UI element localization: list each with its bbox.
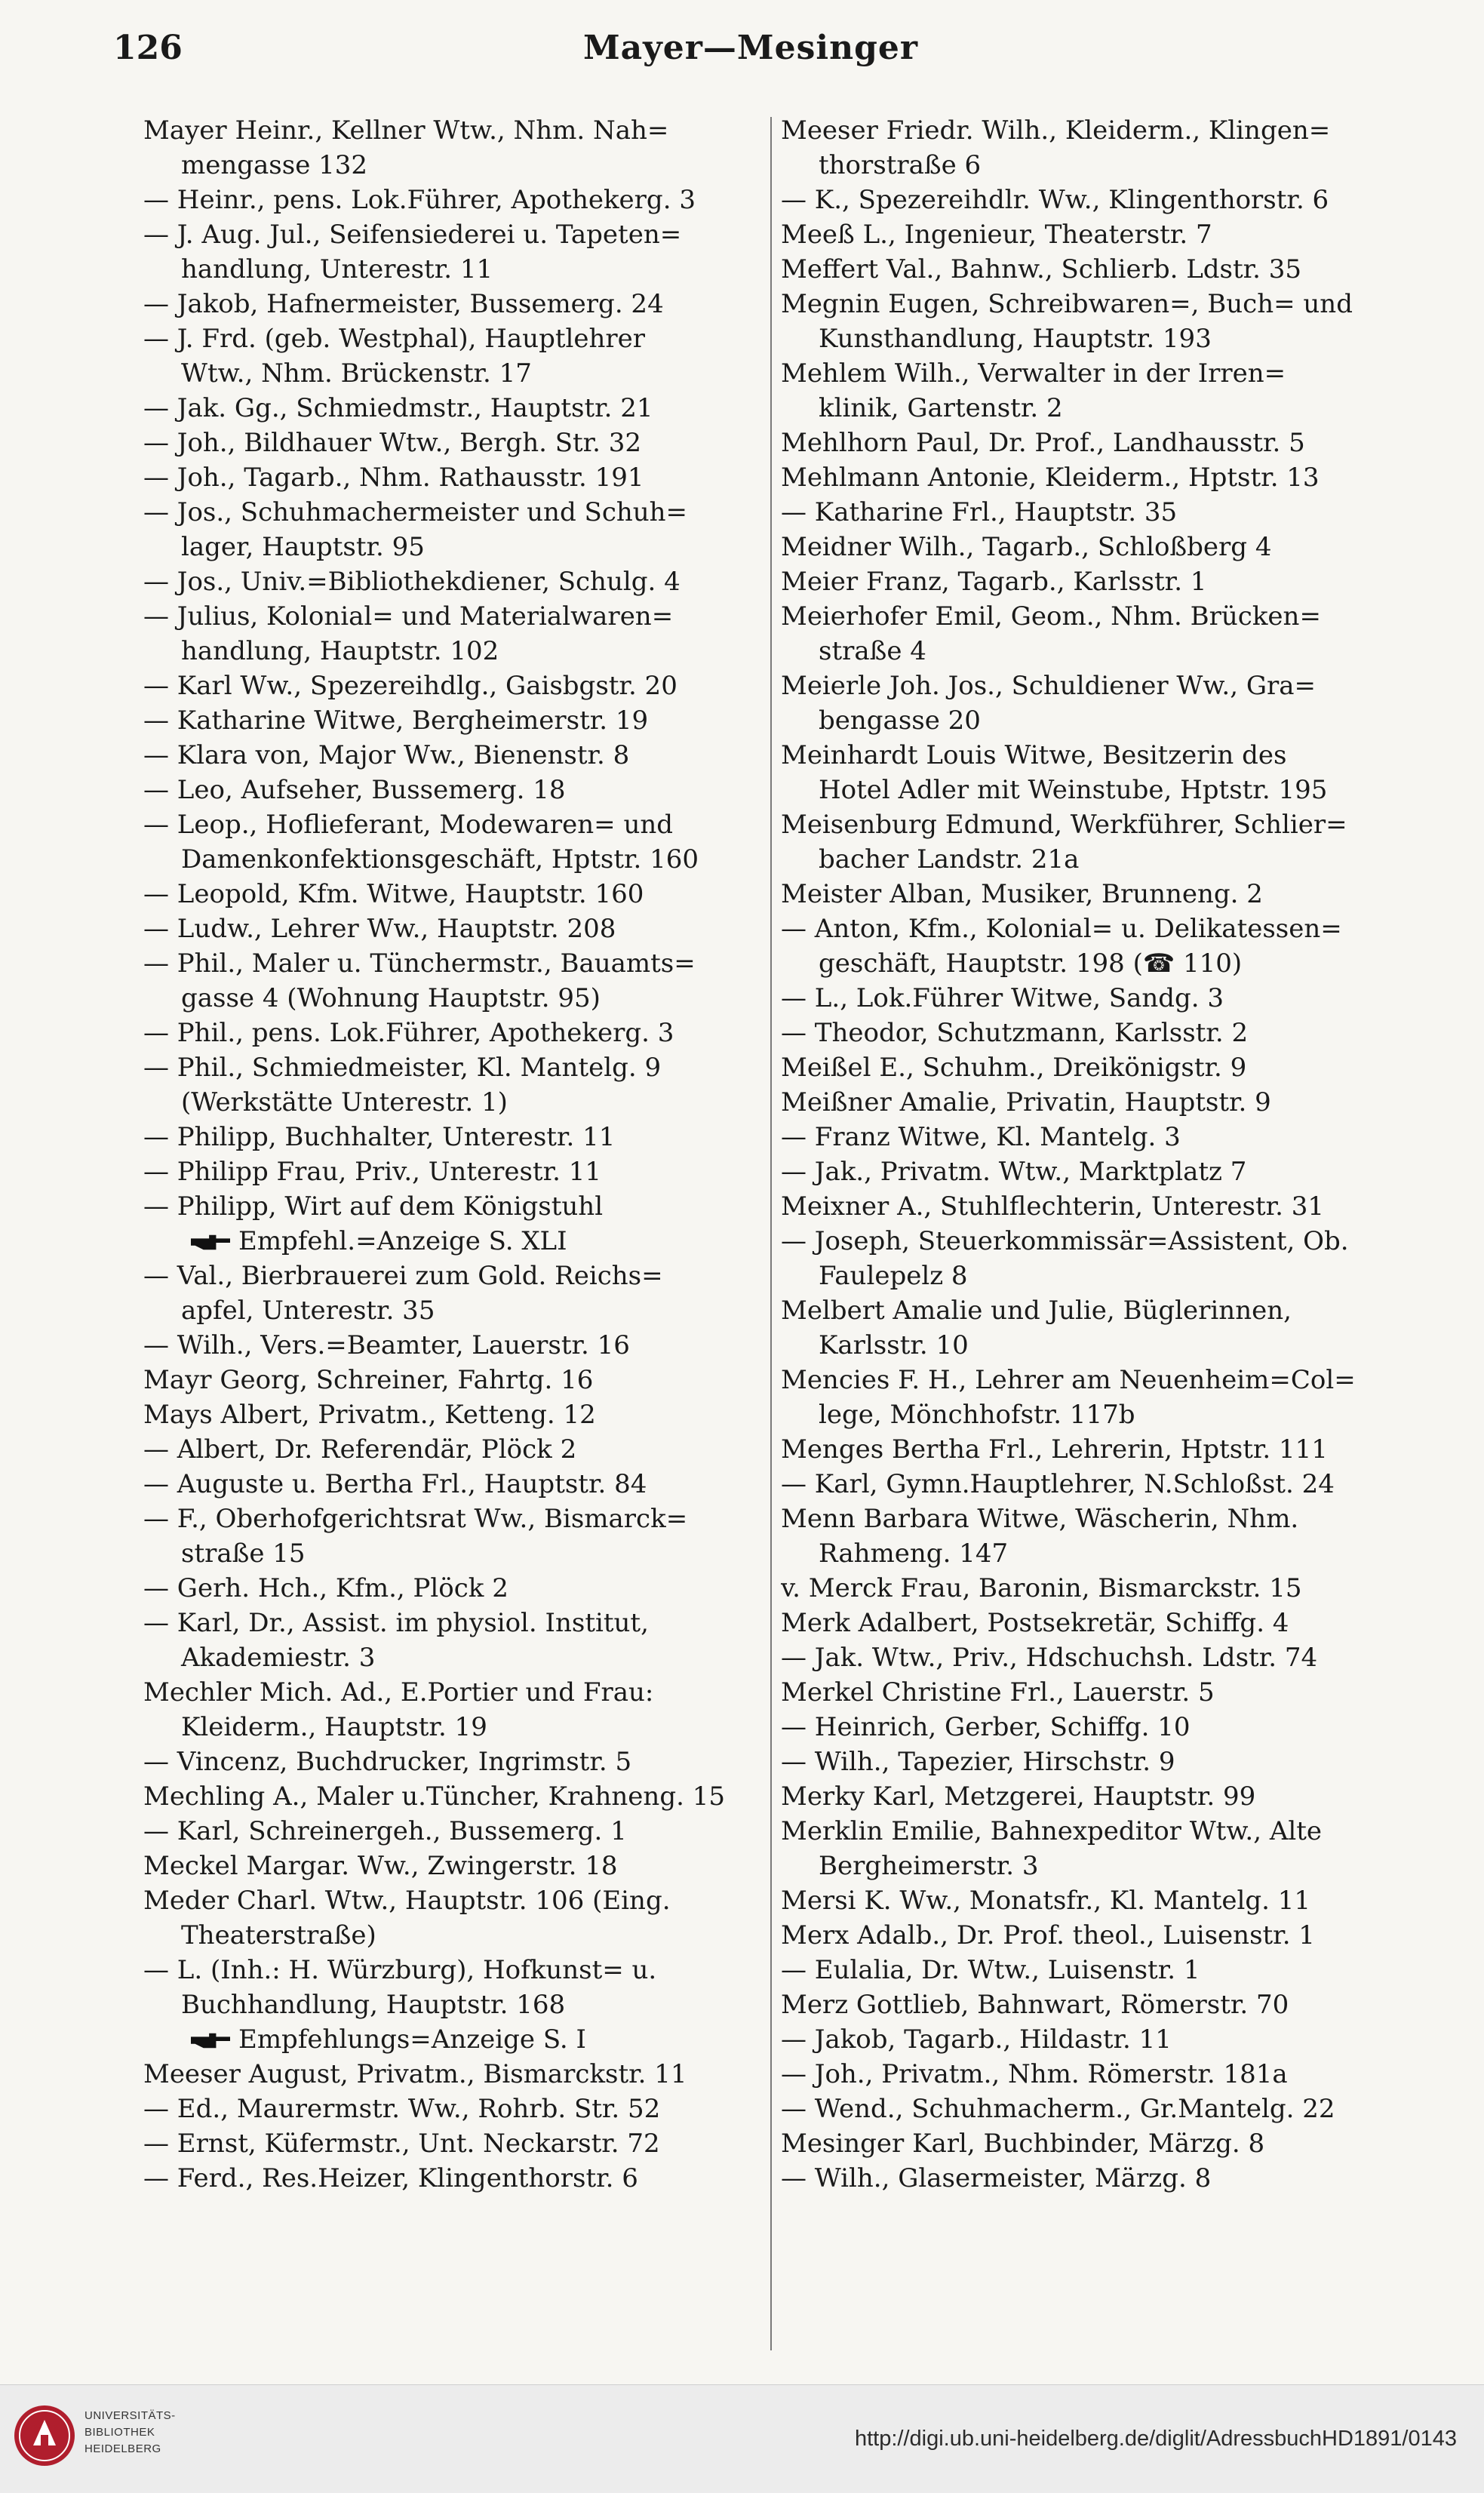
advertisement-reference: [143, 1224, 762, 1259]
university-seal-icon: [11, 2402, 78, 2470]
library-name-line: BIBLIOTHEK: [84, 2426, 155, 2439]
directory-entry-line: Merz Gottlieb, Bahnwart, Römerstr. 70: [781, 1990, 1289, 2020]
directory-entry-line: — Phil., pens. Lok.Führer, Apothekerg. 3: [143, 1018, 674, 1048]
directory-entry-line: geschäft, Hauptstr. 198 (☎ 110): [819, 948, 1243, 979]
directory-entry-line: — Julius, Kolonial= und Materialwaren=: [143, 601, 674, 632]
directory-entry-line: — F., Oberhofgerichtsrat Ww., Bismarck=: [143, 1504, 688, 1534]
library-name-line: HEIDELBERG: [84, 2442, 161, 2455]
directory-entry-line: Menn Barbara Witwe, Wäscherin, Nhm.: [781, 1504, 1299, 1534]
directory-entry-line: — Jak. Gg., Schmiedmstr., Hauptstr. 21: [143, 393, 653, 423]
directory-entry-line: — Auguste u. Bertha Frl., Hauptstr. 84: [143, 1469, 647, 1499]
directory-entry-line: Kleiderm., Hauptstr. 19: [181, 1712, 487, 1742]
directory-entry-line: straße 15: [181, 1539, 306, 1569]
directory-entry-line: — Phil., Schmiedmeister, Kl. Mantelg. 9: [143, 1053, 662, 1083]
directory-entry-line: gasse 4 (Wohnung Hauptstr. 95): [181, 983, 601, 1013]
running-head: Mayer—Mesinger: [582, 29, 919, 67]
directory-entry-line: — Klara von, Major Ww., Bienenstr. 8: [143, 740, 630, 770]
directory-entry-line: Meeß L., Ingenieur, Theaterstr. 7: [781, 220, 1212, 250]
directory-entry-line: Meierhofer Emil, Geom., Nhm. Brücken=: [781, 601, 1321, 632]
directory-entry-line: Kunsthandlung, Hauptstr. 193: [819, 324, 1212, 354]
directory-entry-line: — Phil., Maler u. Tünchermstr., Bauamts=: [143, 948, 696, 979]
directory-entry-line: Rahmeng. 147: [819, 1539, 1009, 1569]
directory-entry-line: Meier Franz, Tagarb., Karlsstr. 1: [781, 567, 1207, 597]
directory-entry-line: Meixner A., Stuhlflechterin, Unterestr. 31: [781, 1191, 1325, 1222]
directory-entry-line: — Jak. Wtw., Priv., Hdschuchsh. Ldstr. 74: [781, 1643, 1318, 1673]
directory-entry-line: — Jak., Privatm. Wtw., Marktplatz 7: [781, 1157, 1247, 1187]
footer-bar: [0, 2384, 1484, 2493]
directory-entry-line: handlung, Hauptstr. 102: [181, 636, 499, 666]
directory-entry-line: — L., Lok.Führer Witwe, Sandg. 3: [781, 983, 1224, 1013]
directory-entry-line: bacher Landstr. 21a: [819, 844, 1080, 875]
directory-entry-line: Karlsstr. 10: [819, 1330, 969, 1360]
directory-entry-line: Mencies F. H., Lehrer am Neuenheim=Col=: [781, 1365, 1356, 1395]
directory-entry-line: — Philipp Frau, Priv., Unterestr. 11: [143, 1157, 601, 1187]
directory-entry-line: straße 4: [819, 636, 926, 666]
directory-entry-line: Meeser Friedr. Wilh., Kleiderm., Klingen=: [781, 115, 1331, 146]
directory-entry-line: Meckel Margar. Ww., Zwingerstr. 18: [143, 1851, 618, 1881]
directory-entry-line: — Joseph, Steuerkommissär=Assistent, Ob.: [781, 1226, 1349, 1256]
directory-entry-line: Bergheimerstr. 3: [819, 1851, 1039, 1881]
directory-entry-line: — J. Aug. Jul., Seifensiederei u. Tapeten=: [143, 220, 682, 250]
directory-entry-line: Merky Karl, Metzgerei, Hauptstr. 99: [781, 1781, 1256, 1812]
directory-entry-line: Merk Adalbert, Postsekretär, Schiffg. 4: [781, 1608, 1289, 1638]
directory-entry-line: — Heinr., pens. Lok.Führer, Apothekerg. 3: [143, 185, 696, 215]
directory-entry-line: Mehlem Wilh., Verwalter in der Irren=: [781, 358, 1286, 389]
directory-entry-line: — Wilh., Tapezier, Hirschstr. 9: [781, 1747, 1175, 1777]
directory-entry-line: — Leop., Hoflieferant, Modewaren= und: [143, 810, 674, 840]
directory-entry-line: Mehlhorn Paul, Dr. Prof., Landhausstr. 5: [781, 428, 1305, 458]
page-header: [113, 29, 1388, 81]
directory-entry-line: Mechler Mich. Ad., E.Portier und Frau:: [143, 1677, 654, 1708]
directory-entry-line: v. Merck Frau, Baronin, Bismarckstr. 15: [781, 1573, 1302, 1603]
directory-entry-line: lager, Hauptstr. 95: [181, 532, 425, 562]
directory-entry-line: — Joh., Privatm., Nhm. Römerstr. 181a: [781, 2059, 1288, 2089]
directory-entry-line: Meisenburg Edmund, Werkführer, Schlier=: [781, 810, 1347, 840]
source-url[interactable]: http://digi.ub.uni-heidelberg.de/diglit/AdressbuchHD1891/0143: [854, 2427, 1457, 2451]
directory-entry-line: Merx Adalb., Dr. Prof. theol., Luisenstr. 1: [781, 1920, 1315, 1950]
directory-entry-line: — Wilh., Glasermeister, Märzg. 8: [781, 2163, 1212, 2193]
directory-entry-line: Wtw., Nhm. Brückenstr. 17: [181, 358, 532, 389]
directory-entry-line: Faulepelz 8: [819, 1261, 968, 1291]
directory-entry-line: — Jos., Univ.=Bibliothekdiener, Schulg. 4: [143, 567, 681, 597]
right-column: [781, 113, 1400, 2196]
advertisement-reference: [143, 2022, 762, 2057]
directory-entry-line: — Leo, Aufseher, Bussemerg. 18: [143, 775, 566, 805]
directory-entry-line: — Katharine Frl., Hauptstr. 35: [781, 497, 1178, 527]
directory-entry-line: Meierle Joh. Jos., Schuldiener Ww., Gra=: [781, 671, 1317, 701]
directory-entry-line: — Gerh. Hch., Kfm., Plöck 2: [143, 1573, 508, 1603]
directory-entry-line: — Karl, Dr., Assist. im physiol. Institut,: [143, 1608, 649, 1638]
directory-entry-line: Mesinger Karl, Buchbinder, Märzg. 8: [781, 2129, 1265, 2159]
directory-entry-line: klinik, Gartenstr. 2: [819, 393, 1063, 423]
directory-entry-line: — Ernst, Küfermstr., Unt. Neckarstr. 72: [143, 2129, 660, 2159]
directory-entry-line: Mehlmann Antonie, Kleiderm., Hptstr. 13: [781, 463, 1320, 493]
directory-entry-line: — Theodor, Schutzmann, Karlsstr. 2: [781, 1018, 1249, 1048]
library-name-line: UNIVERSITÄTS-: [84, 2409, 176, 2422]
directory-entry-line: apfel, Unterestr. 35: [181, 1296, 435, 1326]
directory-entry-line: Meißner Amalie, Privatin, Hauptstr. 9: [781, 1087, 1271, 1117]
directory-entry-line: — Jakob, Hafnermeister, Bussemerg. 24: [143, 289, 664, 319]
directory-entry-line: — Joh., Bildhauer Wtw., Bergh. Str. 32: [143, 428, 642, 458]
directory-entry-line: Merklin Emilie, Bahnexpeditor Wtw., Alte: [781, 1816, 1323, 1846]
directory-entry-line: — Wend., Schuhmacherm., Gr.Mantelg. 22: [781, 2094, 1335, 2124]
advertisement-reference-text: Empfehl.=Anzeige S. XLI: [238, 1226, 567, 1256]
directory-entry-line: — Ferd., Res.Heizer, Klingenthorstr. 6: [143, 2163, 638, 2193]
directory-entry-line: — Karl Ww., Spezereihdlg., Gaisbgstr. 20: [143, 671, 677, 701]
directory-entry-line: — Karl, Schreinergeh., Bussemerg. 1: [143, 1816, 627, 1846]
directory-entry-line: Merkel Christine Frl., Lauerstr. 5: [781, 1677, 1215, 1708]
directory-entry-line: Meißel E., Schuhm., Dreikönigstr. 9: [781, 1053, 1247, 1083]
left-column: [143, 113, 762, 2196]
page-number: 126: [113, 29, 183, 67]
directory-entry-line: (Werkstätte Unterestr. 1): [181, 1087, 508, 1117]
directory-entry-line: — Vincenz, Buchdrucker, Ingrimstr. 5: [143, 1747, 632, 1777]
directory-entry-line: Mayr Georg, Schreiner, Fahrtg. 16: [143, 1365, 594, 1395]
directory-entry-line: Meeser August, Privatm., Bismarckstr. 11: [143, 2059, 687, 2089]
directory-entry-line: — L. (Inh.: H. Würzburg), Hofkunst= u.: [143, 1955, 657, 1985]
directory-entry-line: — Ed., Maurermstr. Ww., Rohrb. Str. 52: [143, 2094, 661, 2124]
directory-entry-line: Damenkonfektionsgeschäft, Hptstr. 160: [181, 844, 699, 875]
directory-entry-line: Hotel Adler mit Weinstube, Hptstr. 195: [819, 775, 1328, 805]
directory-entry-line: — J. Frd. (geb. Westphal), Hauptlehrer: [143, 324, 646, 354]
directory-entry-line: Akademiestr. 3: [181, 1643, 376, 1673]
directory-entry-line: Theaterstraße): [181, 1920, 376, 1950]
directory-entry-line: — Joh., Tagarb., Nhm. Rathausstr. 191: [143, 463, 644, 493]
directory-entry-line: handlung, Unterestr. 11: [181, 254, 493, 284]
directory-entry-line: Meffert Val., Bahnw., Schlierb. Ldstr. 35: [781, 254, 1302, 284]
directory-entry-line: Mays Albert, Privatm., Ketteng. 12: [143, 1400, 596, 1430]
directory-entry-line: — Philipp, Wirt auf dem Königstuhl: [143, 1191, 604, 1222]
directory-entry-line: Meister Alban, Musiker, Brunneng. 2: [781, 879, 1263, 909]
directory-entry-line: Megnin Eugen, Schreibwaren=, Buch= und: [781, 289, 1353, 319]
directory-entry-line: — Heinrich, Gerber, Schiffg. 10: [781, 1712, 1191, 1742]
directory-entry-line: — Eulalia, Dr. Wtw., Luisenstr. 1: [781, 1955, 1200, 1985]
directory-entry-line: mengasse 132: [181, 150, 368, 180]
directory-entry-line: Menges Bertha Frl., Lehrerin, Hptstr. 111: [781, 1434, 1328, 1465]
directory-entry-line: lege, Mönchhofstr. 117b: [819, 1400, 1135, 1430]
directory-entry-line: — Ludw., Lehrer Ww., Hauptstr. 208: [143, 914, 616, 944]
directory-entry-line: — Albert, Dr. Referendär, Plöck 2: [143, 1434, 577, 1465]
directory-entry-line: — Karl, Gymn.Hauptlehrer, N.Schloßst. 24: [781, 1469, 1335, 1499]
directory-entry-line: — Wilh., Vers.=Beamter, Lauerstr. 16: [143, 1330, 630, 1360]
directory-entry-line: Mechling A., Maler u.Tüncher, Krahneng. 15: [143, 1781, 725, 1812]
directory-entry-line: — Val., Bierbrauerei zum Gold. Reichs=: [143, 1261, 663, 1291]
directory-entry-line: — Katharine Witwe, Bergheimerstr. 19: [143, 705, 649, 736]
directory-entry-line: Meidner Wilh., Tagarb., Schloßberg 4: [781, 532, 1272, 562]
directory-entry-line: bengasse 20: [819, 705, 981, 736]
pointing-hand-icon: [189, 1233, 232, 1253]
directory-entry-line: Meder Charl. Wtw., Hauptstr. 106 (Eing.: [143, 1886, 671, 1916]
directory-entry-line: — Franz Witwe, Kl. Mantelg. 3: [781, 1122, 1181, 1152]
directory-entry-line: Mersi K. Ww., Monatsfr., Kl. Mantelg. 11: [781, 1886, 1311, 1916]
pointing-hand-icon: [189, 2031, 232, 2051]
directory-entry-line: — Jos., Schuhmachermeister und Schuh=: [143, 497, 688, 527]
directory-entry-line: — Leopold, Kfm. Witwe, Hauptstr. 160: [143, 879, 644, 909]
advertisement-reference-text: Empfehlungs=Anzeige S. I: [238, 2024, 586, 2055]
directory-entry-line: — Jakob, Tagarb., Hildastr. 11: [781, 2024, 1172, 2055]
directory-entry-line: Buchhandlung, Hauptstr. 168: [181, 1990, 566, 2020]
column-divider: [770, 117, 772, 2350]
directory-entry-line: — Philipp, Buchhalter, Unterestr. 11: [143, 1122, 616, 1152]
directory-entry-line: thorstraße 6: [819, 150, 982, 180]
directory-entry-line: Meinhardt Louis Witwe, Besitzerin des: [781, 740, 1287, 770]
directory-entry-line: — K., Spezereihdlr. Ww., Klingenthorstr. 6: [781, 185, 1329, 215]
directory-entry-line: Melbert Amalie und Julie, Büglerinnen,: [781, 1296, 1292, 1326]
library-name: [84, 2408, 235, 2458]
directory-entry-line: Mayer Heinr., Kellner Wtw., Nhm. Nah=: [143, 115, 669, 146]
directory-entry-line: — Anton, Kfm., Kolonial= u. Delikatessen=: [781, 914, 1342, 944]
